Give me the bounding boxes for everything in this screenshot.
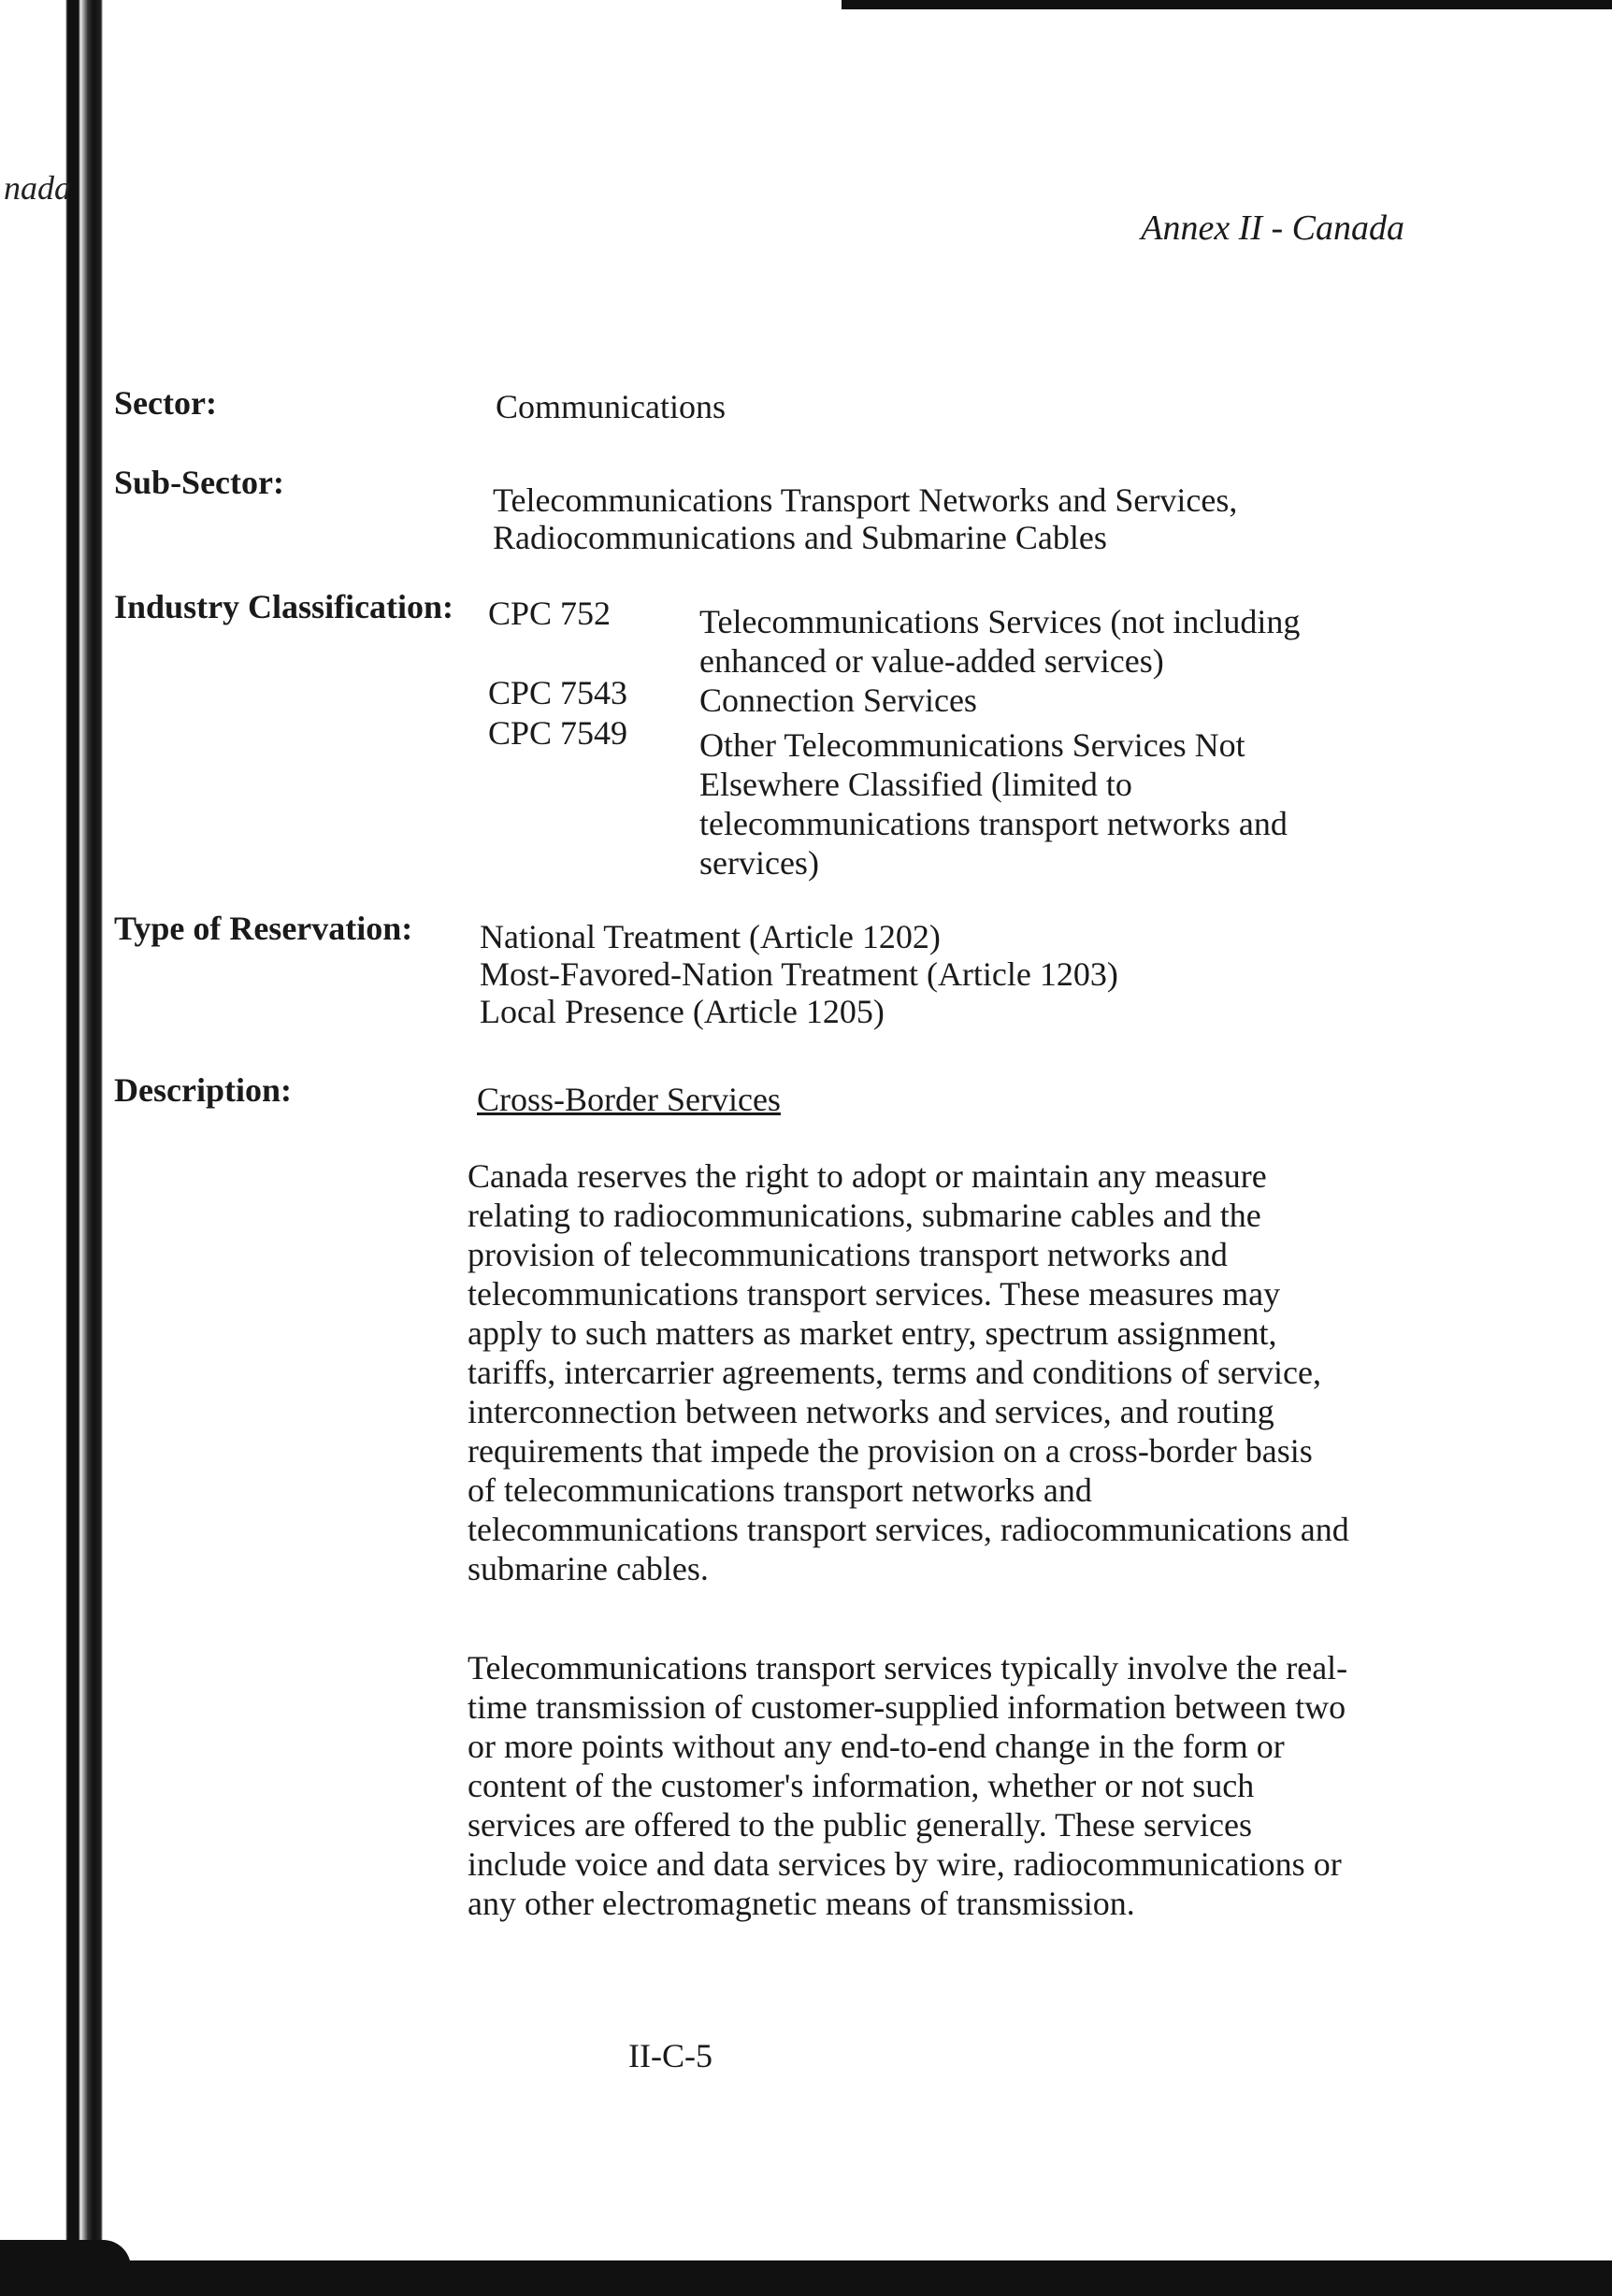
reservation-line: Local Presence (Article 1205) <box>480 993 885 1030</box>
margin-text-fragment: nada <box>4 169 71 207</box>
paragraph-line: time transmission of customer-supplied information between two <box>468 1688 1346 1726</box>
paragraph-line: Telecommunications transport services typically involve the real- <box>468 1649 1348 1686</box>
cpc-description-line: Other Telecommunications Services Not <box>699 726 1245 764</box>
paragraph-line: content of the customer's information, whether or not such <box>468 1767 1255 1804</box>
paragraph-line: apply to such matters as market entry, spectrum assignment, <box>468 1314 1277 1352</box>
cpc-description <box>699 602 1300 681</box>
paragraph-line: or more points without any end-to-end change in the form or <box>468 1728 1285 1765</box>
page-bottom-edge <box>0 2260 1612 2296</box>
description-paragraph-2 <box>468 1648 1412 1923</box>
reservation-line: National Treatment (Article 1202) <box>480 918 941 955</box>
paragraph-line: relating to radiocommunications, submarine cables and the <box>468 1197 1261 1234</box>
cpc-code: CPC 7543 <box>488 674 628 711</box>
cpc-code: CPC 7549 <box>488 714 628 752</box>
cross-border-services-heading: Cross-Border Services <box>477 1081 781 1118</box>
page-top-edge <box>842 0 1612 9</box>
sector-value-text: Communications <box>496 388 726 425</box>
cpc-description-line: Telecommunications Services (not including <box>699 603 1301 640</box>
reservation-line: Most-Favored-Nation Treatment (Article 1203) <box>480 955 1118 993</box>
paragraph-line: provision of telecommunications transport networks and <box>468 1236 1228 1273</box>
cpc-description <box>699 681 977 720</box>
description-label: Description: <box>114 1071 292 1109</box>
paragraph-line: requirements that impede the provision on a cross-border basis <box>468 1432 1313 1470</box>
sub-sector-line: Telecommunications Transport Networks and Services, <box>493 481 1238 519</box>
paragraph-line: telecommunications transport services, radiocommunications and <box>468 1511 1349 1548</box>
cpc-description-line: Connection Services <box>699 682 977 719</box>
cpc-description-line: telecommunications transport networks and <box>699 805 1288 842</box>
running-header: Annex II - Canada <box>1141 208 1404 248</box>
paragraph-line: any other electromagnetic means of transmission. <box>468 1885 1135 1922</box>
sector-label: Sector: <box>114 384 217 422</box>
industry-classification-label: Industry Classification: <box>114 588 454 625</box>
page-bottom-curl <box>0 2240 131 2268</box>
cpc-description-line: enhanced or value-added services) <box>699 642 1164 680</box>
cpc-description-line: services) <box>699 844 819 882</box>
paragraph-line: tariffs, intercarrier agreements, terms and conditions of service, <box>468 1354 1321 1391</box>
sub-sector-label: Sub-Sector: <box>114 464 284 501</box>
cpc-description <box>699 725 1288 883</box>
type-of-reservation-value <box>480 918 1118 1030</box>
paragraph-line: services are offered to the public generally. These services <box>468 1806 1252 1844</box>
sub-sector-line: Radiocommunications and Submarine Cables <box>493 519 1107 556</box>
cpc-code: CPC 752 <box>488 595 612 632</box>
binding-edge <box>0 0 103 2296</box>
page-number: II-C-5 <box>628 2037 712 2074</box>
paragraph-line: of telecommunications transport networks and <box>468 1471 1092 1509</box>
paragraph-line: interconnection between networks and services, and routing <box>468 1393 1274 1430</box>
paragraph-line: telecommunications transport services. These measures may <box>468 1275 1281 1313</box>
type-of-reservation-label: Type of Reservation: <box>114 910 413 947</box>
paragraph-line: submarine cables. <box>468 1550 709 1587</box>
description-paragraph-1 <box>468 1156 1412 1588</box>
cpc-description-line: Elsewhere Classified (limited to <box>699 766 1132 803</box>
paragraph-line: include voice and data services by wire, radiocommunications or <box>468 1845 1342 1883</box>
sub-sector-value <box>493 481 1237 556</box>
paragraph-line: Canada reserves the right to adopt or maintain any measure <box>468 1157 1267 1195</box>
sector-value <box>496 388 726 425</box>
